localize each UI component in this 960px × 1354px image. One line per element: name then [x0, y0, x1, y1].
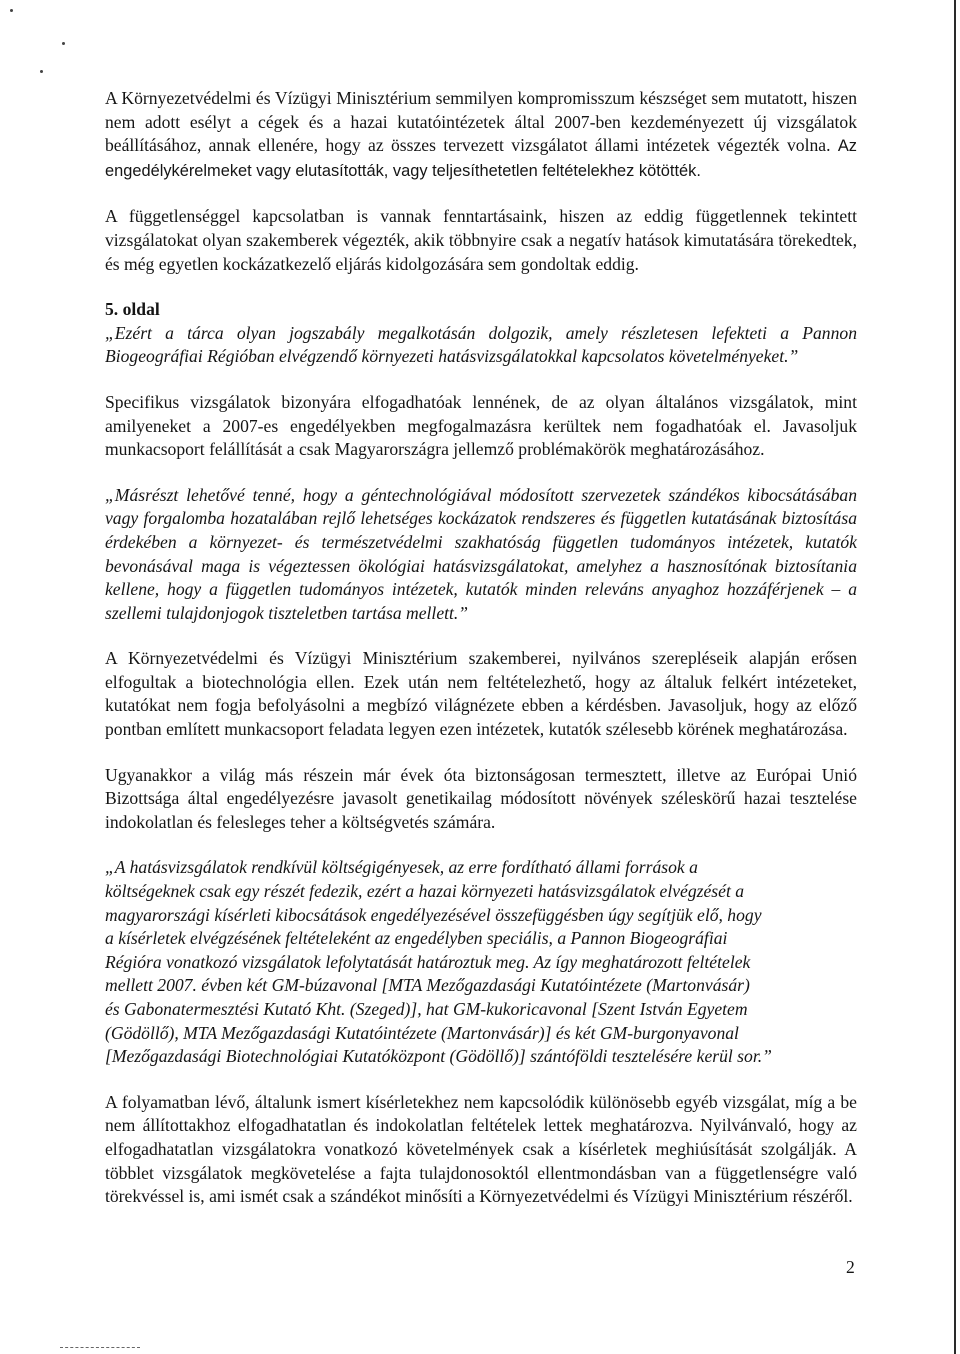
page-number: 2: [846, 1257, 855, 1277]
quote-line: mellett 2007. évben két GM-búzavonal [MTA Mezőgazdasági Kutatóintézete (Martonvásár): [105, 975, 750, 996]
paragraph-text: A Környezetvédelmi és Vízügyi Minisztérium semmilyen kompromisszum készséget sem mutatott, hiszen nem adott esélyt a cégek és a hazai kutatóintézetek által 2007-ben kezdeményezett új vizsgálatok beállításához, annak ellenére, hogy az összes tervezett vizsgálatot állami intézetek végezték volna.: [105, 88, 857, 156]
quote-line: költségeknek csak egy részét fedezik, ezért a hazai környezeti hatásvizsgálatok elvégzését a: [105, 881, 745, 902]
quote-line: és Gabonatermesztési Kutató Kht. (Szeged)], hat GM-kukoricavonal [Szent István Egyetem: [105, 999, 748, 1019]
scan-speck: [10, 9, 13, 12]
quote-line: (Gödöllő), MTA Mezőgazdasági Kutatóintézete (Martonvásár)] és két GM-burgonyavonal: [105, 1022, 739, 1043]
quote-line: [Mezőgazdasági Biotechnológiai Kutatóközpont (Gödöllő)] szántóföldi tesztelésére kerül sor.”: [105, 1046, 772, 1067]
paragraph-ministry-experts: A Környezetvédelmi és Vízügyi Minisztérium szakemberei, nyilvános szerepléseik alapján erősen elfogultak a biotechnológia ellen. Ezek után nem feltételezhető, hogy az általuk felkért intézeteket, kutatókat nem fogja befolyásolni a megbízó világnézete ebben a kérdésben. Javasoljuk, hogy az előző pontban említett munkacsoport feladata legyen ezen intézetek, kutatók szélesebb körének meghatározása.: [105, 648, 857, 740]
scan-border-line: [954, 0, 956, 1354]
paragraph-ministry-compromise: [105, 87, 857, 183]
paragraph-independence: A függetlenséggel kapcsolatban is vannak fenntartásaink, hiszen az eddig függetlennek tekintett vizsgálatokat olyan szakemberek végezték, akik többnyire csak a negatív hatások kimutatására törekedtek, és még egyetlen kockázatkezelő eljárás kidolgozására sem gondoltak eddig.: [105, 206, 857, 274]
document-body: [105, 87, 857, 1209]
paragraph-world-cultivation: Ugyanakkor a világ más részein már évek óta biztonságosan termesztett, illetve az Európai Unió Bizottsága által engedélyezésre javasolt genetikailag módosított növények széleskörű hazai tesztelése indokolatlan és felesleges teher a költségvetés számára.: [105, 764, 857, 832]
scan-bottom-mark: [60, 1347, 140, 1348]
quote-gmo-release: „Másrészt lehetővé tenné, hogy a géntechnológiával módosított szervezetek szándékos kibocsátásában vagy forgalomba hozatalában rejlő lehetséges kockázatok rendszeres és független kutatásának biztosítása érdekében a környezet- és természetvédelmi szakhatóság független tudományos intézetek, kutatók bevonásával maga is végeztessen ökológiai hatásvizsgálatokat, amelyhez a hasznosítónak biztosítania kellene, hogy a független tudományos intézetek, kutatók minden releváns anyaghoz hozzáférjenek – a szellemi tulajdonjogok tiszteletben tartása mellett.”: [105, 484, 857, 623]
paragraph-specific-tests: Specifikus vizsgálatok bizonyára elfogadhatóak lennének, de az olyan általános vizsgálatok, mint amilyeneket a 2007-es engedélyekben megfogalmazásra kerültek nem fogadhatóak el. Javasoljuk munkacsoport felállítását a csak Magyarországra jellemző problémakörök meghatározásához.: [105, 391, 857, 460]
quote-line: „A hatásvizsgálatok rendkívül költségigényesek, az erre fordítható állami források a: [105, 857, 698, 878]
quote-line: magyarországi kísérleti kibocsátások engedélyezésével összefüggésben úgy segítjük elő, hogy: [105, 904, 762, 925]
quote-line: Régióra vonatkozó vizsgálatok lefolytatását határoztuk meg. Az így meghatározott feltételek: [105, 951, 751, 972]
quote-impact-assessment: [105, 856, 857, 1068]
scan-speck: [40, 70, 43, 73]
paragraph-text: Az engedélykérelmeket vagy elutasították, vagy teljesíthetetlen feltételekhez kötötték.: [105, 137, 858, 180]
section-heading: 5. oldal: [105, 299, 160, 320]
quote-line: a kísérletek elvégzésének feltételeként az engedélyben speciális, a Pannon Biogeográfiai: [105, 928, 728, 949]
paragraph-ongoing-experiments: A folyamatban lévő, általunk ismert kísérletekhez nem kapcsolódik különösebb egyéb vizsgálat, míg a be nem állítottakhoz elfogadhatatlan és indokolatlan feltételek lettek meghatározva. Nyilvánvaló, hogy az elfogadhatatlan vizsgálatokra vonatkozó követelmények csak a kísérletek meghiúsítását szolgálják. A többlet vizsgálatok megkövetelése a fajta tulajdonosoktól ellentmondásban van a függetlenségre való törekvéssel is, ami ismét csak a szándékot minősíti a Környezetvédelmi és Vízügyi Minisztérium részéről.: [105, 1091, 857, 1207]
quote-legislation: „Ezért a tárca olyan jogszabály megalkotásán dolgozik, amely részletesen lefekteti a Pannon Biogeográfiai Régióban elvégzendő környezeti hatásvizsgálatokkal kapcsolatos követelményeket.”: [105, 322, 857, 367]
scan-speck: [62, 42, 65, 45]
